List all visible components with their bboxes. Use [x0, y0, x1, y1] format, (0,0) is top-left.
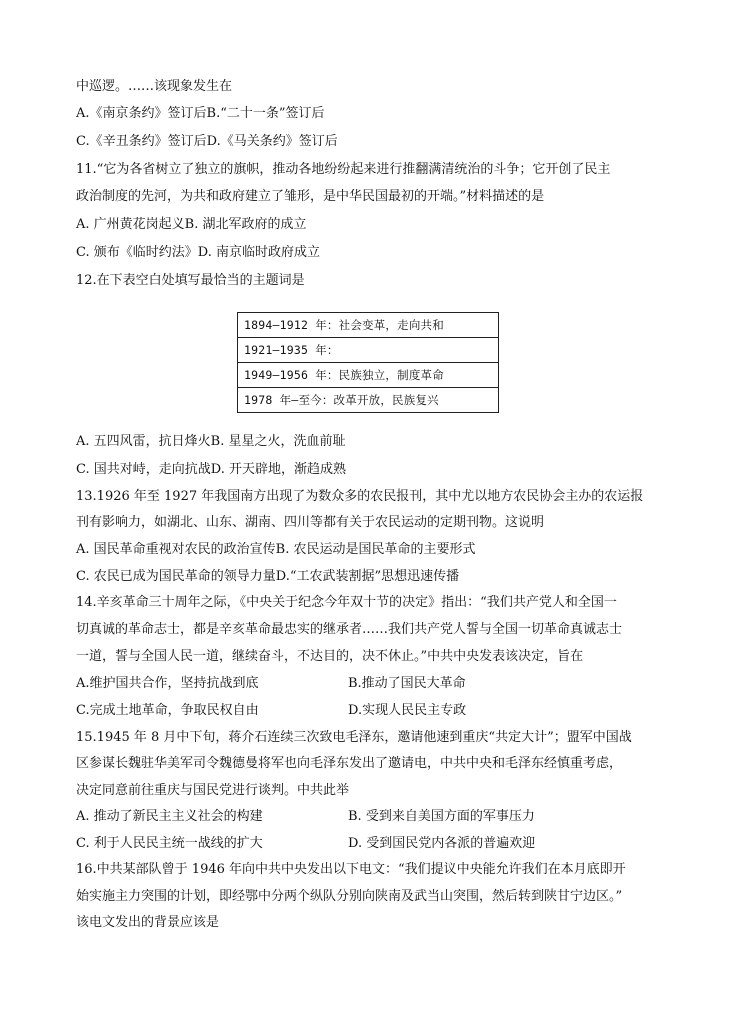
q10-options-cd: C.《辛丑条约》签订后D.《马关条约》签订后	[76, 134, 338, 149]
q15-stem-line2: 区参谋长魏驻华美军司令魏德曼将军也向毛泽东发出了邀请电，中共中央和毛泽东经慎重考虑，	[76, 756, 623, 771]
q10-stem: 中巡逻。……该现象发生在	[76, 79, 233, 94]
q15-option-a: A. 推动了新民主主义社会的构建	[76, 809, 263, 824]
q14-option-d: D.实现人民民主专政	[348, 703, 467, 718]
q14-stem-line2: 切真诚的革命志士，都是辛亥革命最忠实的继承者……我们共产党人誓与全国一切革命真诚志士	[76, 622, 623, 637]
q13-stem-line2: 刊有影响力，如湖北、山东、湖南、四川等都有关于农民运动的定期刊物。这说明	[76, 515, 545, 530]
q11-stem-line1: 11.“它为各省树立了独立的旗帜，推动各地纷纷起来进行推翻满清统治的斗争；它开创了民主	[76, 162, 611, 177]
table-row	[238, 313, 499, 338]
q14-option-b: B.推动了国民大革命	[348, 676, 466, 691]
q12-options-ab: A. 五四风雷，抗日烽火B. 星星之火，洗血前耻	[76, 434, 346, 449]
q11-options-cd: C. 颁布《临时约法》D. 南京临时政府成立	[76, 245, 320, 260]
table-row	[238, 338, 499, 363]
table-cell: 1949—1956 年：民族独立，制度革命	[238, 363, 499, 388]
q12-stem: 12.在下表空白处填写最恰当的主题词是	[76, 273, 305, 288]
table-row	[238, 363, 499, 388]
q16-stem-line3: 该电文发出的背景应该是	[76, 915, 220, 930]
q11-stem-line2: 政治制度的先河，为共和政府建立了雏形，是中华民国最初的开端。”材料描述的是	[76, 189, 545, 204]
q15-stem-line1: 15.1945 年 8 月中下旬，蒋介石连续三次致电毛泽东，邀请他速到重庆“共定大计”；盟军中国战	[76, 730, 632, 745]
q13-options-ab: A. 国民革命重视对农民的政治宣传B. 农民运动是国民革命的主要形式	[76, 542, 476, 557]
q10-options-ab: A.《南京条约》签订后B.“二十一条”签订后	[76, 106, 325, 121]
table-cell: 1894—1912 年：社会变革，走向共和	[238, 313, 499, 338]
table-cell: 1921—1935 年：	[238, 338, 499, 363]
q15-option-c: C. 利于人民民主统一战线的扩大	[76, 836, 263, 851]
q12-theme-table	[237, 312, 499, 413]
q14-option-c: C.完成土地革命，争取民权自由	[76, 703, 259, 718]
table-cell: 1978 年—至今：改革开放，民族复兴	[238, 388, 499, 413]
q16-stem-line2: 始实施主力突围的计划，即经鄂中分两个纵队分别向陕南及武当山突围，然后转到陕甘宁边区。”	[76, 889, 623, 904]
q14-stem-line3: 一道，誓与全国人民一道，继续奋斗，不达目的，决不休止。”中共中央发表该决定，旨在	[76, 649, 584, 664]
q14-option-a: A.维护国共合作，坚持抗战到底	[76, 676, 259, 691]
q12-options-cd: C. 国共对峙，走向抗战D. 开天辟地，渐趋成熟	[76, 462, 346, 477]
q13-stem-line1: 13.1926 年至 1927 年我国南方出现了为数众多的农民报刊，其中尤以地方农民协会主办的农运报	[76, 489, 644, 504]
q11-options-ab: A. 广州黄花岗起义B. 湖北军政府的成立	[76, 217, 307, 232]
q16-stem-line1: 16.中共某部队曾于 1946 年向中共中央发出以下电文：“我们提议中央能允许我们在本月底即开	[76, 862, 626, 877]
q13-options-cd: C. 农民已成为国民革命的领导力量D.“工农武装割据”思想迅速传播	[76, 569, 460, 584]
q15-option-b: B. 受到来自美国方面的军事压力	[348, 809, 535, 824]
q15-option-d: D. 受到国民党内各派的普遍欢迎	[348, 836, 536, 851]
table-row	[238, 388, 499, 413]
q14-stem-line1: 14.辛亥革命三十周年之际，《中央关于纪念今年双十节的决定》指出：“我们共产党人和全国一	[76, 595, 617, 610]
q15-stem-line3: 决定同意前往重庆与国民党进行谈判。中共此举	[76, 783, 350, 798]
